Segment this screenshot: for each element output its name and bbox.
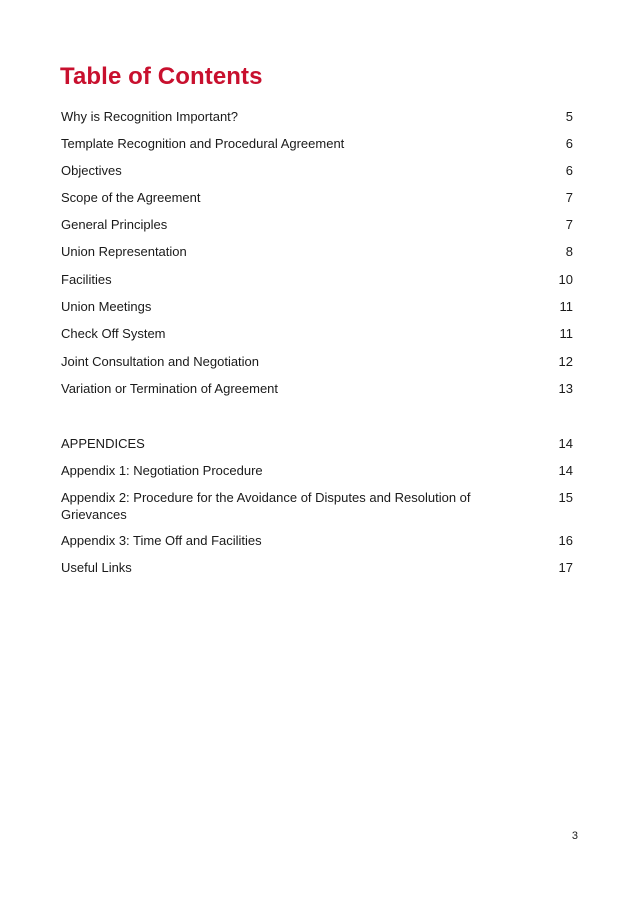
toc-entry-label: Joint Consultation and Negotiation	[61, 354, 260, 369]
toc-entry-label: General Principles	[61, 217, 168, 232]
toc-entry-variation-termination[interactable]	[61, 380, 573, 397]
toc-entry-appendices[interactable]	[61, 435, 573, 452]
toc-entry-label: Template Recognition and Procedural Agreement	[61, 136, 345, 151]
toc-entry-page: 14	[558, 463, 573, 478]
toc-entry-page: 12	[558, 354, 573, 369]
toc-entry-page: 5	[565, 109, 573, 124]
toc-entry-page: 7	[565, 190, 573, 205]
toc-entry-label: Objectives	[61, 163, 122, 178]
toc-entry-page: 7	[565, 217, 573, 232]
toc-entry-label: Appendix 1: Negotiation Procedure	[61, 463, 263, 478]
toc-entry-scope[interactable]	[61, 189, 573, 206]
toc-entry-page: 6	[565, 163, 573, 178]
toc-entry-label: Union Meetings	[61, 299, 152, 314]
toc-entry-page: 13	[558, 381, 573, 396]
toc-entry-joint-consultation[interactable]	[61, 353, 573, 370]
toc-entry-page: 8	[565, 244, 573, 259]
toc-entry-label: Why is Recognition Important?	[61, 109, 239, 124]
toc-heading: Table of Contents	[60, 63, 263, 90]
toc-entry-label: Union Representation	[61, 244, 187, 259]
toc-entry-label: Facilities	[61, 272, 112, 287]
toc-entry-appendix-3[interactable]	[61, 532, 573, 549]
toc-entry-page: 6	[565, 136, 573, 151]
toc-entry-label: Useful Links	[61, 560, 132, 575]
page-number: 3	[571, 830, 578, 842]
toc-entry-page: 11	[559, 299, 573, 314]
toc-entry-page: 11	[559, 326, 573, 341]
toc-entry-label: Check Off System	[61, 326, 166, 341]
toc-entry-page: 10	[558, 272, 573, 287]
toc-entry-label: Appendix 2: Procedure for the Avoidance of Disputes and Resolution of Grievances	[61, 490, 471, 522]
toc-entry-general-principles[interactable]	[61, 216, 573, 233]
toc-entry-page: 15	[558, 490, 573, 505]
toc-entry-page: 14	[558, 436, 573, 451]
toc-entry-useful-links[interactable]	[61, 559, 573, 576]
toc-entry-page: 16	[558, 533, 573, 548]
toc-entry-union-representation[interactable]	[61, 243, 573, 260]
toc-entry-check-off-system[interactable]	[61, 325, 573, 342]
toc-entry-label: Appendix 3: Time Off and Facilities	[61, 533, 262, 548]
toc-entry-page: 17	[558, 560, 573, 575]
toc-entry-label: Variation or Termination of Agreement	[61, 381, 279, 396]
toc-entry-union-meetings[interactable]	[61, 298, 573, 315]
toc-entry-label: Scope of the Agreement	[61, 190, 201, 205]
toc-entry-template-recognition[interactable]	[61, 135, 573, 152]
toc-entry-label: APPENDICES	[61, 436, 145, 451]
toc-entry-objectives[interactable]	[61, 162, 573, 179]
toc-entry-appendix-2[interactable]	[61, 489, 573, 523]
toc-entry-why-recognition[interactable]	[61, 108, 573, 125]
toc-entry-facilities[interactable]	[61, 271, 573, 288]
toc-entry-appendix-1[interactable]	[61, 462, 573, 479]
